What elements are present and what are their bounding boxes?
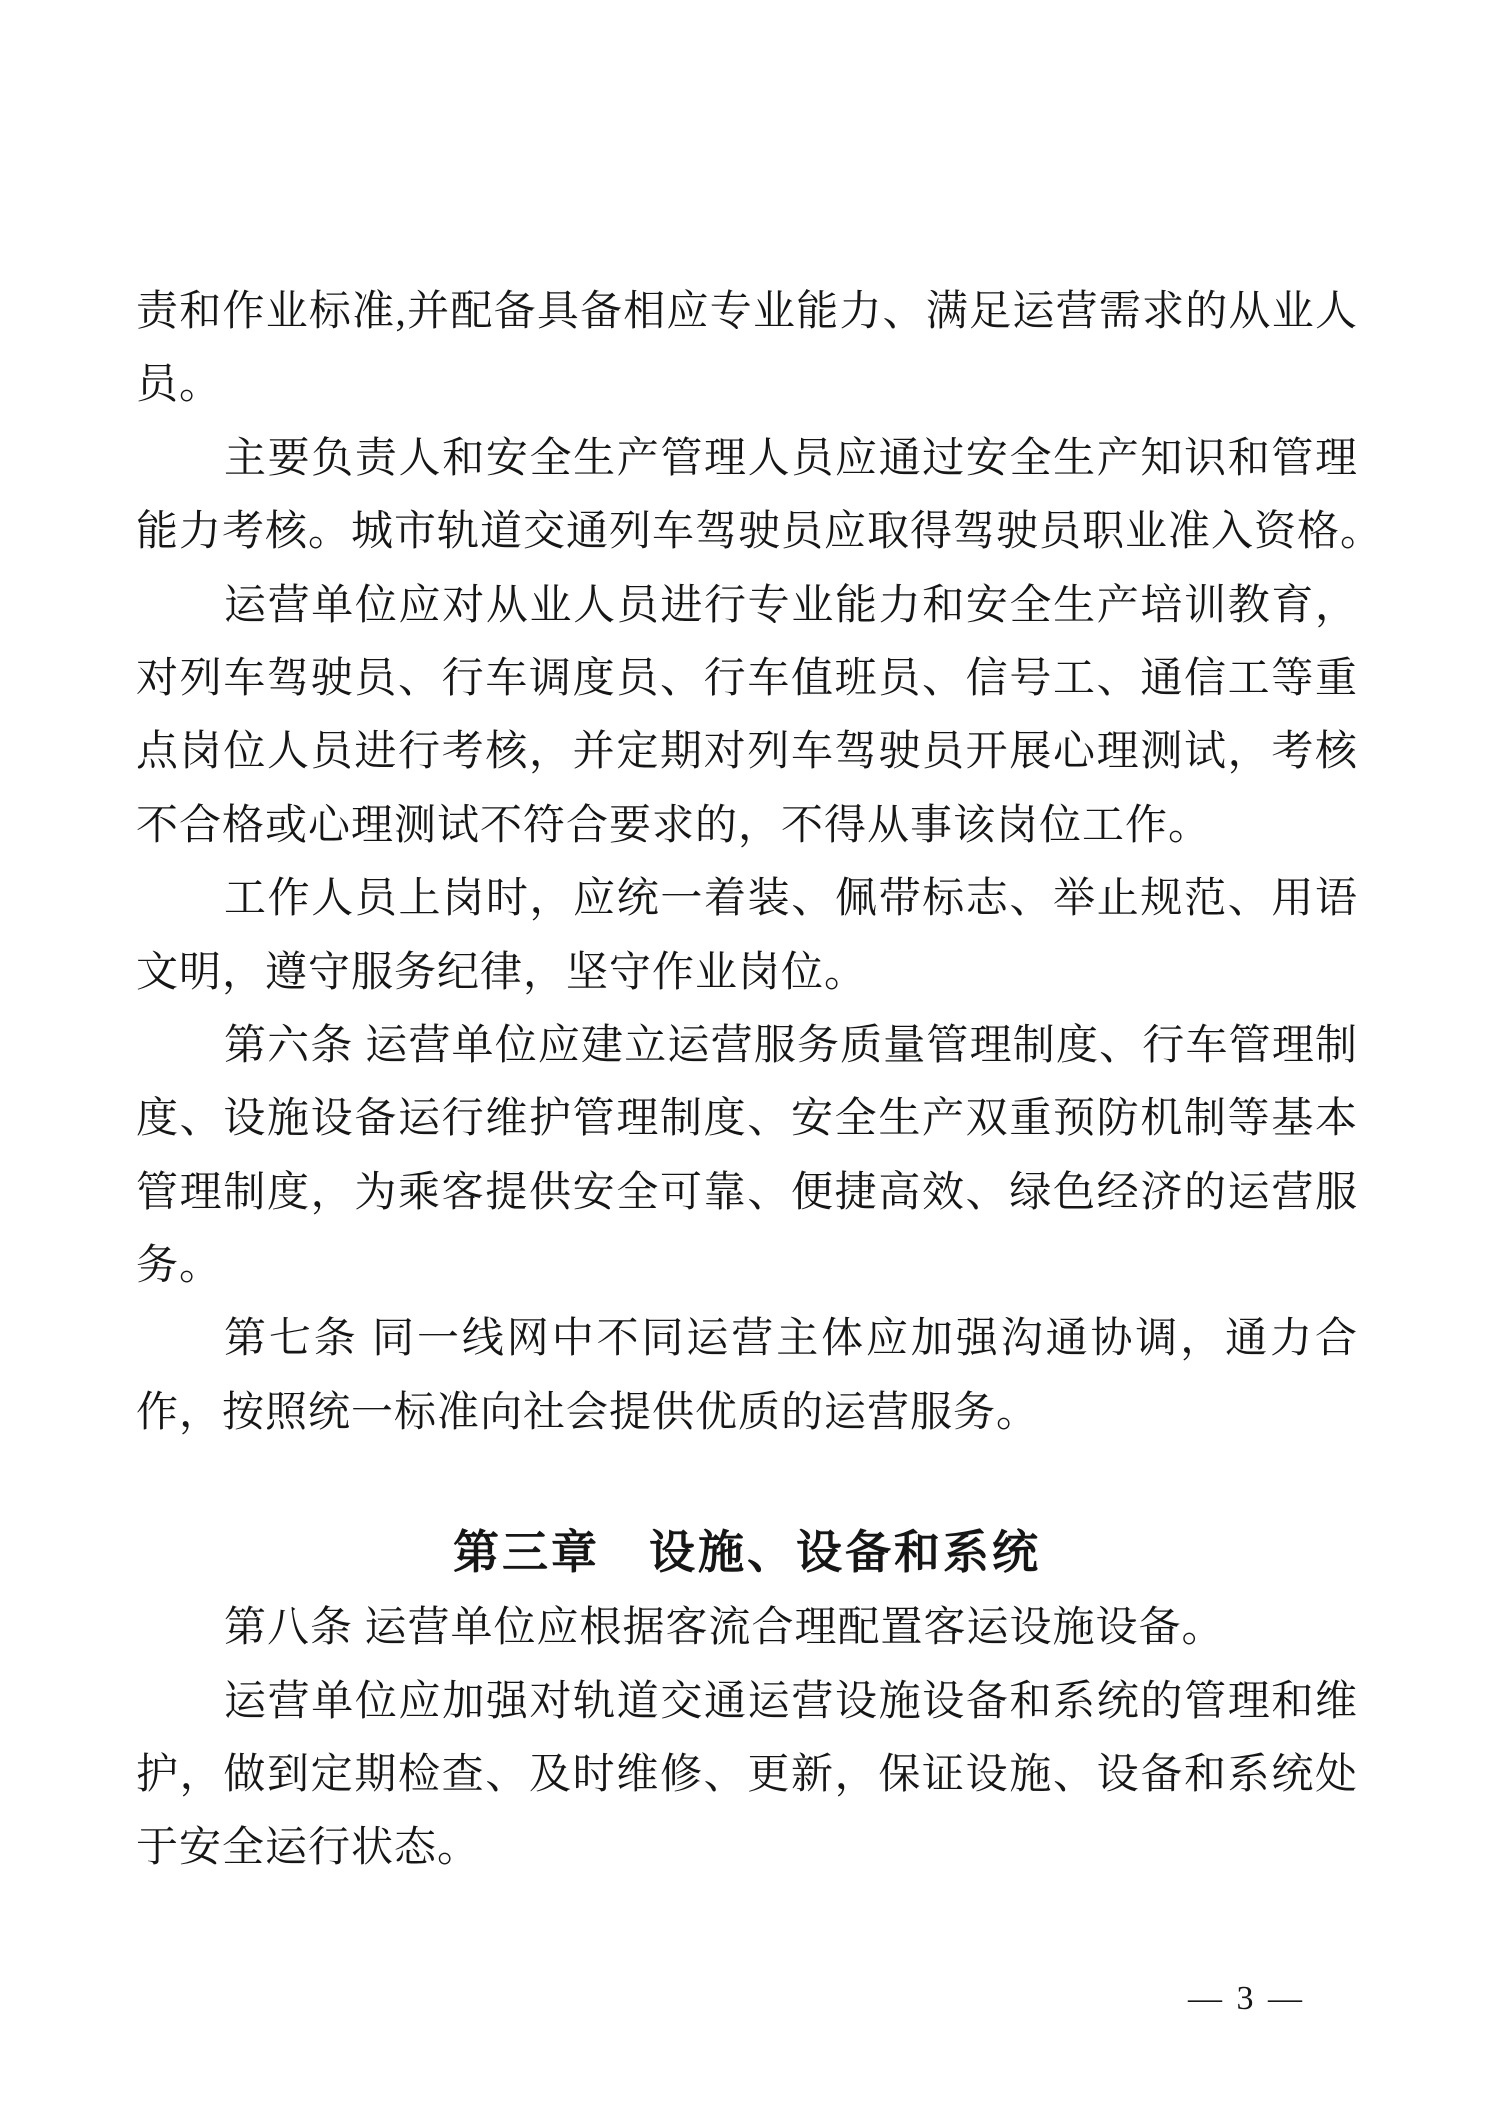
text-line: 运营单位应加强对轨道交通运营设施设备和系统的管理和维 <box>224 1678 1358 1725</box>
text-line: 作，按照统一标准向社会提供优质的运营服务。 <box>136 1389 1040 1436</box>
text-line: 不合格或心理测试不符合要求的，不得从事该岗位工作。 <box>136 802 1212 849</box>
text-line: 文明，遵守服务纪律，坚守作业岗位。 <box>136 949 868 996</box>
page-number: — 3 — <box>1188 1980 1305 2017</box>
text-line: 第六条 运营单位应建立运营服务质量管理制度、行车管理制 <box>224 1022 1358 1069</box>
text-block <box>136 276 1384 1886</box>
text-line: 护，做到定期检查、及时维修、更新，保证设施、设备和系统处 <box>136 1752 1358 1799</box>
text-line: 对列车驾驶员、行车调度员、行车值班员、信号工、通信工等重 <box>136 655 1358 702</box>
text-line: 员。 <box>136 362 223 409</box>
text-line: 点岗位人员进行考核，并定期对列车驾驶员开展心理测试，考核 <box>136 729 1358 776</box>
text-line: 工作人员上岗时，应统一着装、佩带标志、举止规范、用语 <box>224 876 1358 923</box>
text-line: 能力考核。城市轨道交通列车驾驶员应取得驾驶员职业准入资格。 <box>136 509 1384 556</box>
text-line: 于安全运行状态。 <box>136 1825 481 1872</box>
text-line: 管理制度，为乘客提供安全可靠、便捷高效、绿色经济的运营服 <box>136 1169 1358 1216</box>
text-line: 主要负责人和安全生产管理人员应通过安全生产知识和管理 <box>224 435 1358 482</box>
text-line: 度、设施设备运行维护管理制度、安全生产双重预防机制等基本 <box>136 1096 1358 1143</box>
chapter-heading: 第三章 设施、设备和系统 <box>453 1526 1041 1579</box>
text-line: 务。 <box>136 1243 223 1290</box>
text-line: 第八条 运营单位应根据客流合理配置客运设施设备。 <box>224 1605 1225 1652</box>
text-line: 运营单位应对从业人员进行专业能力和安全生产培训教育， <box>224 582 1358 629</box>
text-line: 责和作业标准,并配备具备相应专业能力、满足运营需求的从业人 <box>136 289 1358 335</box>
text-line: 第七条 同一线网中不同运营主体应加强沟通协调，通力合 <box>224 1316 1358 1363</box>
